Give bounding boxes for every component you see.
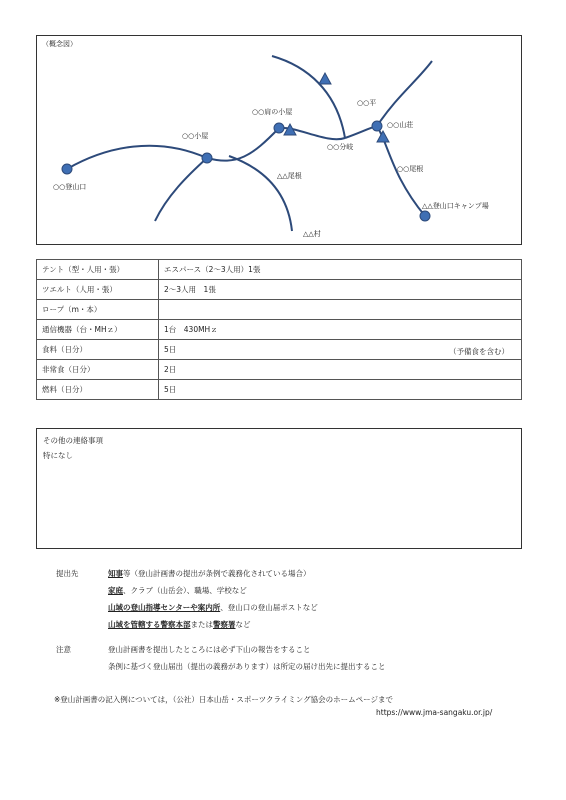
label-junction: ○○分岐 (327, 143, 354, 151)
trail-hut-to-ridge-hut (207, 128, 279, 161)
submission-section (56, 568, 526, 678)
label-hut: ○○小屋 (182, 132, 209, 140)
footer-note: ※登山計画書の記入例については，（公社）日本山岳・スポーツクライミング協会のホームページまで (54, 695, 393, 704)
label-camp: △△登山口キャンプ場 (422, 202, 489, 210)
table-key: ロープ（m・本） (37, 300, 159, 320)
submission-line-2: 家庭、クラブ（山岳会）、職場、学校など (108, 586, 247, 595)
peak-marker-lodge (377, 131, 389, 142)
submission-row (56, 585, 526, 602)
caution-label: 注意 (56, 645, 71, 654)
submission-label: 提出先 (56, 569, 79, 578)
node-lodge (372, 121, 382, 131)
submission-line-4: 山域を管轄する警察本部または警察署など (108, 620, 251, 629)
route-map (36, 35, 522, 245)
map-caption: （概念図） (42, 40, 77, 48)
label-ridge-left: △△尾根 (277, 172, 302, 180)
table-row (37, 280, 522, 300)
table-value: 2日 (159, 360, 522, 380)
table-key: 通信機器（台・MHｚ） (37, 320, 159, 340)
table-key: 食料（日分） (37, 340, 159, 360)
trail-hut-to-southwest (155, 158, 207, 221)
node-ridge-hut (274, 123, 284, 133)
submission-line-1: 知事等（登山計画書の提出が条例で義務化されている場合） (108, 569, 311, 578)
table-row (37, 360, 522, 380)
caution-row (56, 644, 526, 661)
table-key: ツエルト（人用・張） (37, 280, 159, 300)
table-value: 5日 (159, 380, 522, 400)
label-lodge: ○○山荘 (387, 121, 414, 129)
table-row (37, 340, 522, 360)
notes-title: その他の連絡事項 (43, 436, 103, 445)
submission-row (56, 602, 526, 619)
table-key: テント（型・人用・張） (37, 260, 159, 280)
trail-southeast-ridge (229, 156, 292, 231)
table-row (37, 260, 522, 280)
table-row (37, 300, 522, 320)
table-value: エスパース（2〜3人用）1張 (159, 260, 522, 280)
route-map-drawing (37, 36, 523, 246)
notes-box (36, 428, 522, 549)
peak-marker-north (319, 73, 331, 84)
equipment-table (36, 259, 522, 400)
table-key: 非常食（日分） (37, 360, 159, 380)
submission-row (56, 568, 526, 585)
table-row (37, 380, 522, 400)
label-ridge-right: ○○尾根 (397, 165, 424, 173)
node-hut (202, 153, 212, 163)
trail-trailhead-to-hut (67, 146, 207, 169)
label-village: △△村 (303, 230, 321, 238)
submission-row (56, 619, 526, 636)
table-value: 2〜3人用 1張 (159, 280, 522, 300)
node-camp (420, 211, 430, 221)
table-extra-note: （予備食を含む） (449, 347, 509, 356)
caution-line-2: 条例に基づく登山届出（提出の義務があります）は所定の届け出先に提出すること (108, 662, 386, 671)
caution-line-1: 登山計画書を提出したところには必ず下山の報告をすること (108, 645, 311, 654)
label-ridge-hut: ○○肩の小屋 (252, 108, 293, 116)
table-value: 1台 430MHｚ (159, 320, 522, 340)
table-key: 燃料（日分） (37, 380, 159, 400)
table-row (37, 320, 522, 340)
node-trailhead (62, 164, 72, 174)
label-trailhead: ○○登山口 (53, 183, 87, 191)
caution-row (56, 661, 526, 678)
notes-body: 特になし (43, 451, 73, 460)
trail-peak-to-northeast (377, 61, 432, 126)
footer-url: https://www.jma-sangaku.or.jp/ (376, 708, 493, 717)
submission-line-3: 山域の登山指導センターや案内所、登山口の登山届ポストなど (108, 603, 318, 612)
table-value (159, 300, 522, 320)
table-value: 5日 （予備食を含む） (159, 340, 522, 360)
label-peak: ○○平 (357, 99, 377, 107)
